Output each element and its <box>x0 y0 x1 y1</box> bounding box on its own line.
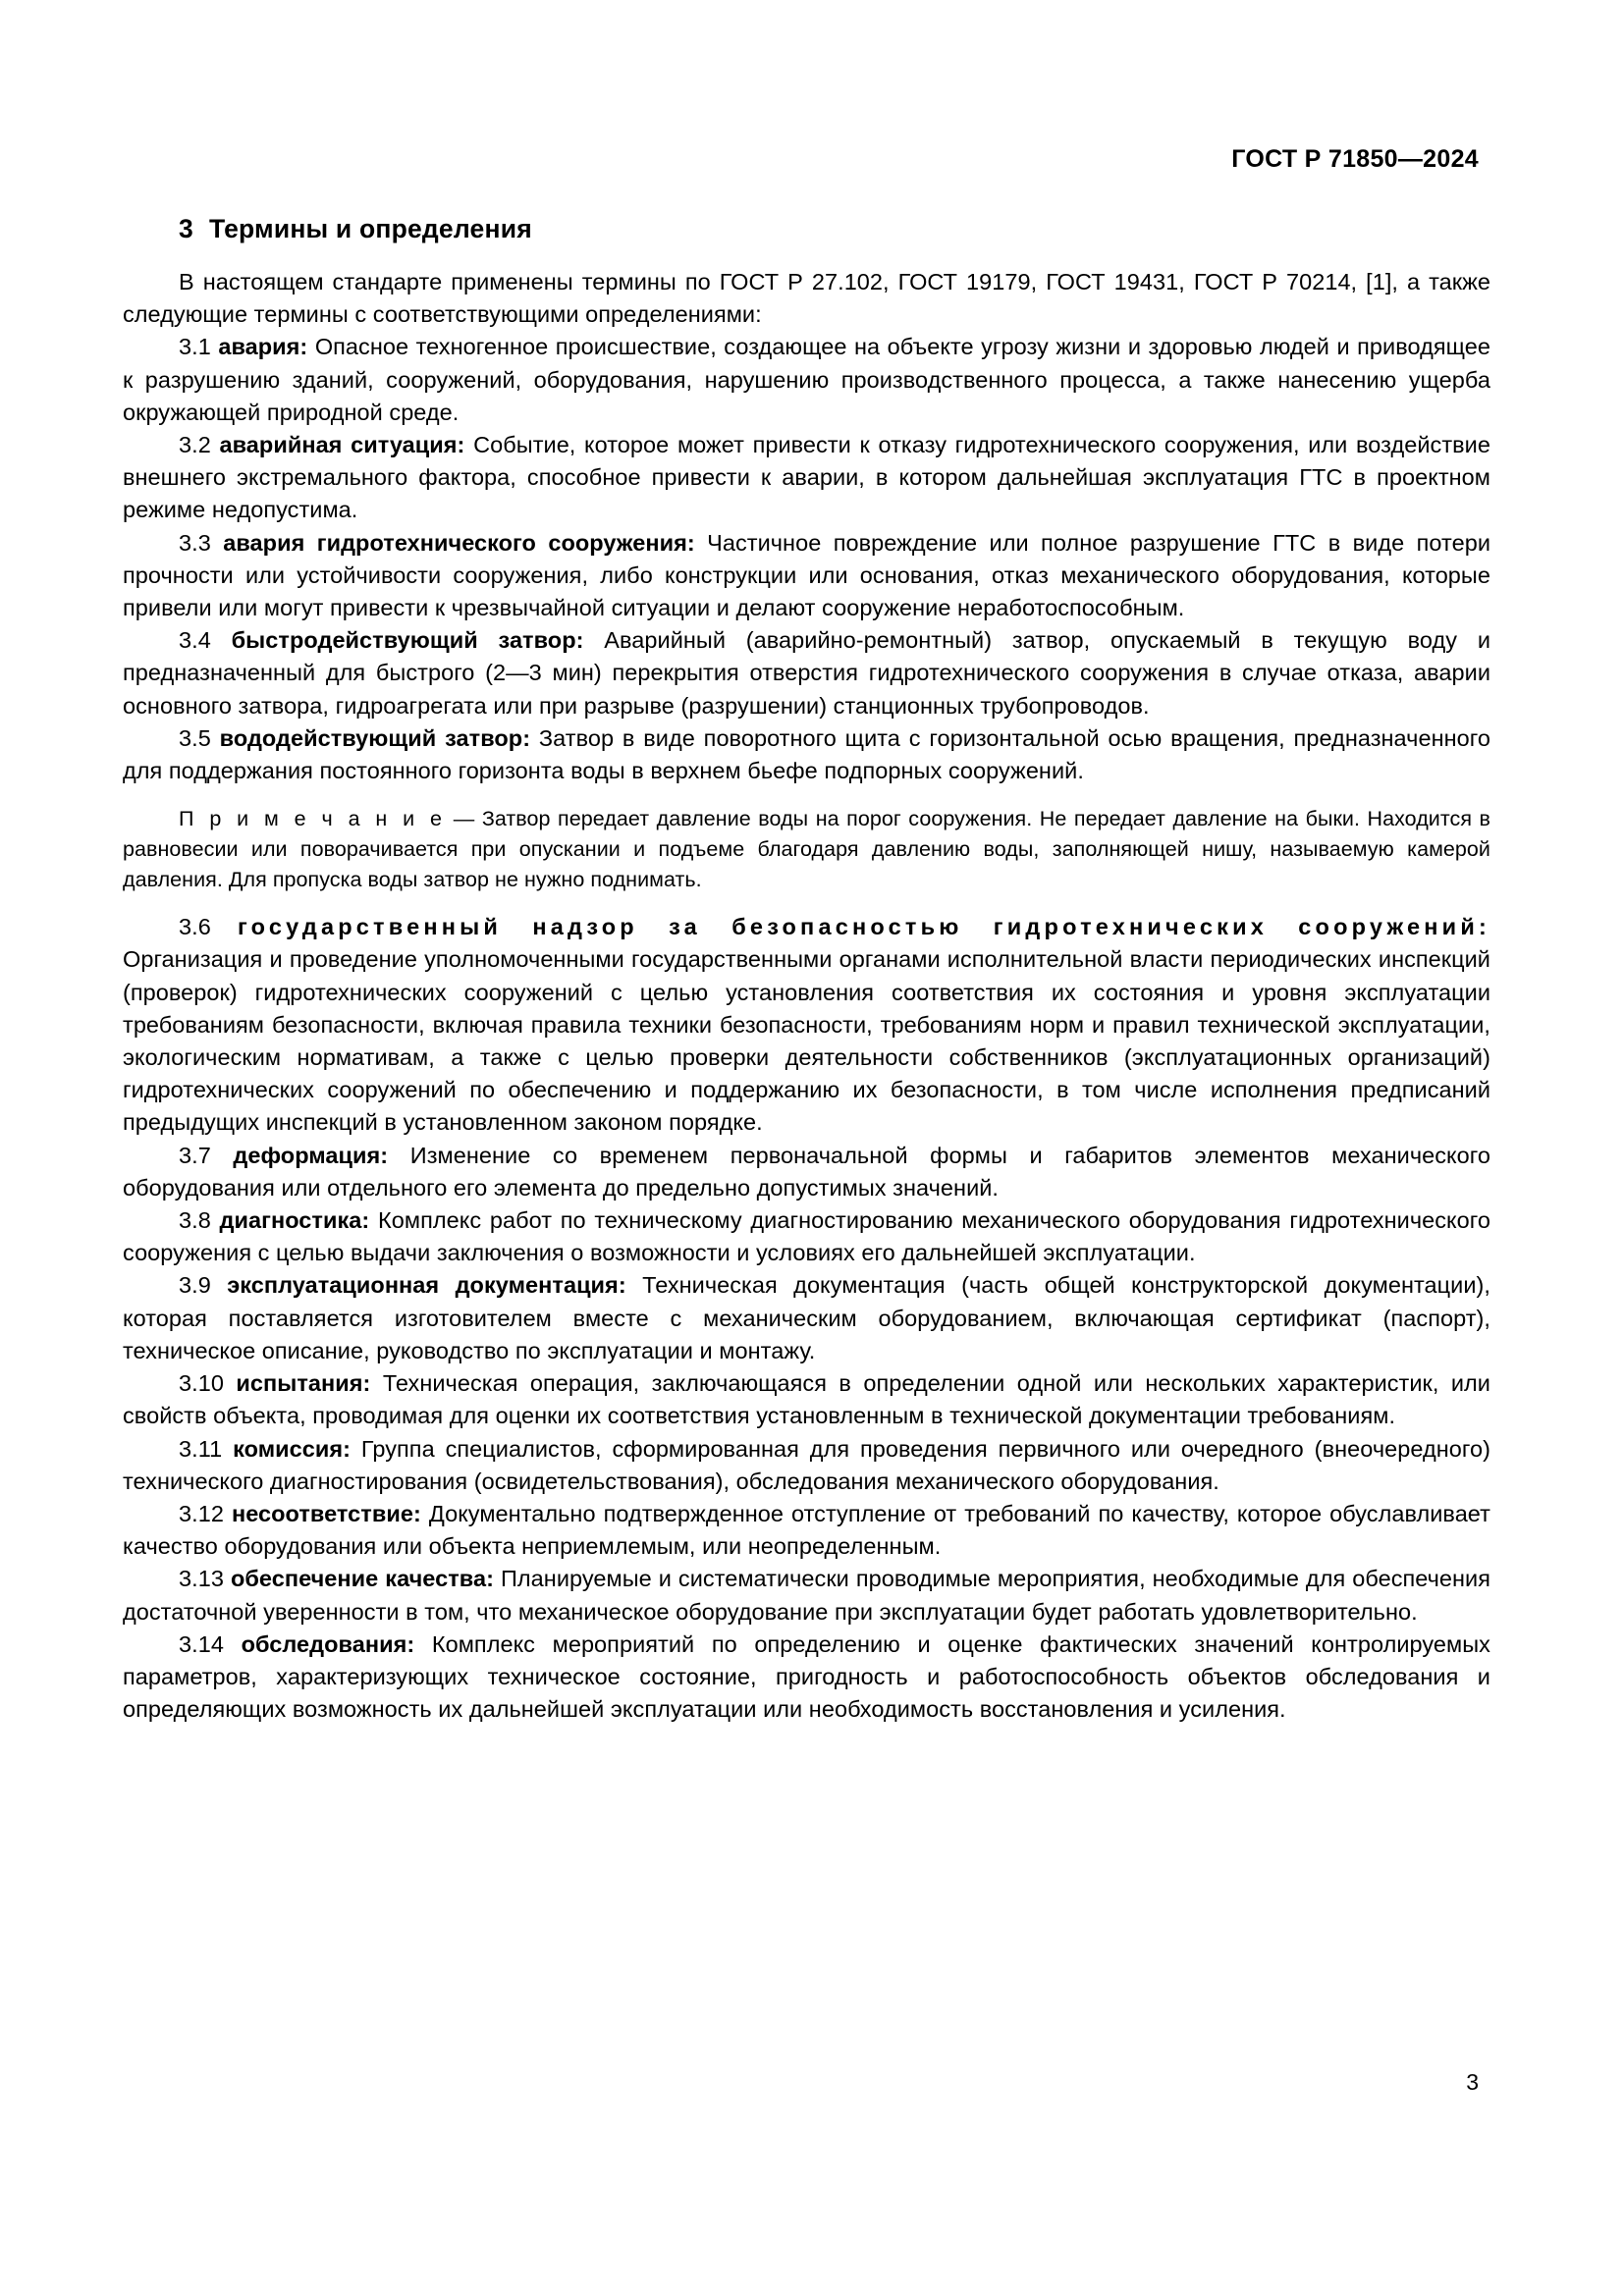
definition-number: 3.2 <box>179 432 211 458</box>
definition-item <box>123 1269 1490 1367</box>
definition-number: 3.4 <box>179 627 211 654</box>
definition-term: вододействующий затвор: <box>219 724 531 751</box>
note-text: Затвор передает давление воды на порог сооружения. Не передает давление на быки. Находится в равновесии или поворачивается при опускании и подъеме благодаря давлению воды, заполняющей нишу, называемую камерой давления. Для пропуска воды затвор не нужно поднимать. <box>123 807 1491 892</box>
definition-term: комиссия: <box>233 1435 352 1462</box>
definition-item <box>123 1204 1490 1269</box>
section-heading <box>123 214 1490 244</box>
definition-term: эксплуатационная документация: <box>227 1272 626 1299</box>
definition-item <box>123 624 1490 722</box>
definition-number: 3.12 <box>179 1500 224 1526</box>
definition-term: обеспечение качества: <box>230 1566 494 1592</box>
definition-item <box>123 1498 1490 1563</box>
definition-number: 3.6 <box>179 914 211 940</box>
definition-term: диагностика: <box>219 1207 370 1234</box>
section-number: 3 <box>179 214 193 243</box>
definition-text: Событие, которое может привести к отказу гидротехнического сооружения, или воздействие внешнего экстремального фактора, способное привести к аварии, в котором дальнейшая эксплуатация ГТС в проектном режиме недопустима. <box>123 432 1490 523</box>
note-dash: — <box>453 807 475 831</box>
intro-paragraph: В настоящем стандарте применены термины по ГОСТ Р 27.102, ГОСТ 19179, ГОСТ 19431, ГОСТ Р 70214, [1], а также следующие термины с соответствующими определениями: <box>123 269 1490 328</box>
definition-number: 3.10 <box>179 1370 224 1397</box>
definition-item <box>123 722 1490 787</box>
definition-term: несоответствие: <box>231 1500 421 1526</box>
definition-text: Документально подтвержденное отступление от требований по качеству, которое обуславливает качество оборудования или объекта неприемлемым, или неопределенным. <box>123 1500 1490 1560</box>
definition-item <box>123 911 1490 1139</box>
definition-item <box>123 1629 1490 1727</box>
definition-item <box>123 331 1490 429</box>
definition-term: испытания: <box>236 1370 371 1397</box>
definition-item <box>123 1563 1490 1628</box>
definition-number: 3.1 <box>179 334 211 360</box>
definition-number: 3.14 <box>179 1630 224 1657</box>
definition-text: Группа специалистов, сформированная для проведения первичного или очередного (внеочередного) технического диагностирования (освидетельствования), обследования механического оборудования. <box>123 1435 1490 1494</box>
definition-text: Частичное повреждение или полное разрушение ГТС в виде потери прочности или устойчивости сооружения, либо конструкции или основания, отказ механического оборудования, которые привели или могут привести к чрезвычайной ситуации и делают сооружение неработоспособным. <box>123 529 1490 621</box>
page-number: 3 <box>1466 2069 1479 2095</box>
definition-text: Аварийный (аварийно-ремонтный) затвор, опускаемый в текущую воду и предназначенный для быстрого (2—3 мин) перекрытия отверстия гидротехнического сооружения в случае отказа, аварии основного затвора, гидроагрегата или при разрыве (разрушении) станционных трубопроводов. <box>123 627 1490 719</box>
definition-item <box>123 527 1490 625</box>
page-content <box>123 214 1490 1726</box>
definition-term: авария: <box>218 334 308 360</box>
definition-number: 3.7 <box>179 1142 211 1168</box>
definition-number: 3.3 <box>179 529 211 556</box>
definition-text: Опасное техногенное происшествие, создающее на объекте угрозу жизни и здоровью людей и приводящее к разрушению зданий, сооружений, оборудования, нарушению производственного процесса, а также нанесению ущерба окружающей природной среде. <box>123 334 1490 425</box>
definition-text: Комплекс работ по техническому диагностированию механического оборудования гидротехнического сооружения с целью выдачи заключения о возможности и условиях его дальнейшей эксплуатации. <box>123 1207 1490 1266</box>
definition-number: 3.13 <box>179 1566 224 1592</box>
definition-text: Планируемые и систематически проводимые мероприятия, необходимые для обеспечения достаточной уверенности в том, что механическое оборудование при эксплуатации будет работать удовлетворительно. <box>123 1566 1490 1625</box>
definition-item <box>123 1367 1490 1432</box>
definition-text: Изменение со временем первоначальной формы и габаритов элементов механического оборудования или отдельного его элемента до предельно допустимых значений. <box>123 1142 1490 1201</box>
definition-item <box>123 1433 1490 1498</box>
definition-term: быстродействующий затвор: <box>231 627 584 654</box>
definition-term: аварийная ситуация: <box>219 432 465 458</box>
definition-text: Комплекс мероприятий по определению и оценке фактических значений контролируемых параметров, характеризующих техническое состояние, пригодность и работоспособность объектов обследования и определяющих возможность их дальнейшей эксплуатации или необходимость восстановления и усиления. <box>123 1630 1490 1723</box>
page-header-standard-id: ГОСТ Р 71850—2024 <box>1231 145 1479 173</box>
definition-text: Организация и проведение уполномоченными государственными органами исполнительной власти периодических инспекций (проверок) гидротехнических сооружений с целью установления соответствия их состояния и уровня эксплуатации требованиям безопасности, включая правила техники безопасности, требованиям норм и правил технической эксплуатации, экологическим нормативам, а также с целью проверки деятельности собственников (эксплуатационных организаций) гидротехнических сооружений по обеспечению и поддержанию их безопасности, в том числе исполнения предписаний предыдущих инспекций в установленном законом порядке. <box>123 946 1490 1136</box>
definition-term: деформация: <box>233 1142 389 1168</box>
note-paragraph <box>123 804 1490 895</box>
definition-term: обследования: <box>241 1630 415 1657</box>
definition-item <box>123 429 1490 527</box>
section-title-text: Термины и определения <box>209 214 532 243</box>
definition-number: 3.9 <box>179 1272 211 1299</box>
definition-term: государственный надзор за безопасностью гидротехнических сооружений: <box>237 914 1490 940</box>
definition-term: авария гидротехнического сооружения: <box>223 529 695 556</box>
definition-text: Техническая документация (часть общей конструкторской документации), которая поставляется изготовителем вместе с механическим оборудованием, включающая сертификат (паспорт), техническое описание, руководство по эксплуатации и монтажу. <box>123 1272 1490 1363</box>
definition-number: 3.5 <box>179 724 211 751</box>
definition-text: Техническая операция, заключающаяся в определении одной или нескольких характеристик, или свойств объекта, проводимая для оценки их соответствия установленным в технической документации требованиям. <box>123 1370 1490 1429</box>
definition-number: 3.8 <box>179 1207 211 1234</box>
definition-number: 3.11 <box>179 1435 223 1462</box>
definition-text: Затвор в виде поворотного щита с горизонтальной осью вращения, предназначенного для поддержания постоянного горизонта воды в верхнем бьефе подпорных сооружений. <box>123 724 1490 784</box>
definition-item <box>123 1140 1490 1204</box>
note-label: П р и м е ч а н и е <box>179 807 447 831</box>
